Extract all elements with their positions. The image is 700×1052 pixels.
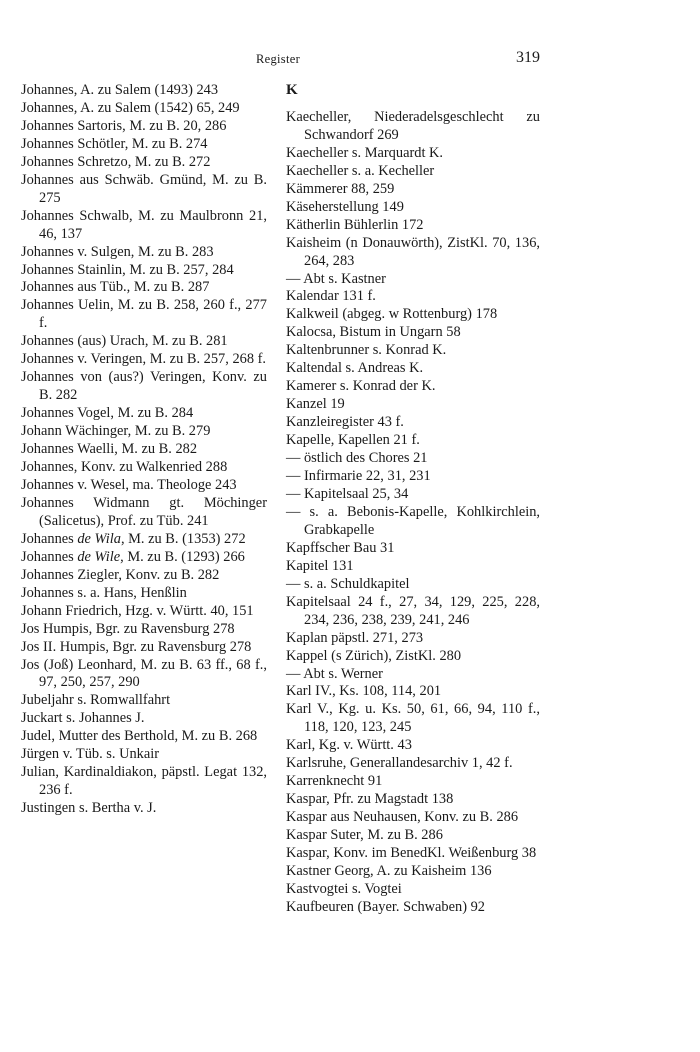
index-entry: Kaisheim (n Donauwörth), ZistKl. 70, 136, 264, 283 [286,234,540,269]
index-entry: Johannes Stainlin, M. zu B. 257, 284 [21,261,234,278]
index-entry: Johannes Schötler, M. zu B. 274 [21,135,208,152]
index-entry: Justingen s. Bertha v. J. [21,800,157,817]
index-entry: — Kapitelsaal 25, 34 [286,485,409,502]
index-entry: Johannes Ziegler, Konv. zu B. 282 [21,566,220,583]
page-header [0,49,700,72]
index-entry: Johannes s. a. Hans, Henßlin [21,584,187,601]
index-entry: Kamerer s. Konrad der K. [286,378,436,395]
index-entry: — s. a. Schuldkapitel [286,575,410,592]
index-entry: Johannes Sartoris, M. zu B. 20, 286 [21,117,227,134]
index-entry: Jos II. Humpis, Bgr. zu Ravensburg 278 [21,638,252,655]
index-entry-part: Johannes [21,530,78,547]
index-entry: Johannes, A. zu Salem (1493) 243 [21,82,219,98]
index-entry: Kaufbeuren (Bayer. Schwaben) 92 [286,898,485,915]
index-entry: Johannes Widmann gt. Möchinger (Salicetus), Prof. zu Tüb. 241 [21,494,267,529]
index-entry: Käseherstellung 149 [286,198,404,215]
index-entry: Johannes Vogel, M. zu B. 284 [21,405,194,422]
index-entry: Kaplan päpstl. 271, 273 [286,629,424,646]
index-entry: Juckart s. Johannes J. [21,710,145,727]
index-entry: Kapelle, Kapellen 21 f. [286,432,420,449]
index-entry: Kanzleiregister 43 f. [286,414,404,431]
index-entry: — Abt s. Werner [286,665,383,682]
index-column-right [286,82,540,917]
index-entry: — Abt s. Kastner [286,270,386,287]
index-entry: Kalocsa, Bistum in Ungarn 58 [286,324,461,341]
index-entry [21,549,267,567]
index-entries-right [286,109,540,917]
index-entry: Johannes v. Wesel, ma. Theologe 243 [21,476,237,493]
index-entry: Kalendar 131 f. [286,288,376,305]
index-entry [21,531,267,549]
index-entry: Kämmerer 88, 259 [286,180,395,197]
index-entry: Johannes (aus) Urach, M. zu B. 281 [21,333,228,350]
index-column-left [21,82,267,818]
running-head: Register [255,52,301,66]
index-entry-part: , M. zu B. (1293) 266 [120,548,245,565]
page-number: 319 [516,49,540,66]
index-entry: Karl V., Kg. u. Ks. 50, 61, 66, 94, 110 f., 118, 120, 123, 245 [286,701,540,736]
index-entry: Karl, Kg. v. Württ. 43 [286,737,412,754]
index-entry: Kappel (s Zürich), ZistKl. 280 [286,647,462,664]
index-entry: Kaspar aus Neuhausen, Konv. zu B. 286 [286,809,519,826]
index-entry: Kaecheller s. Marquardt K. [286,144,444,161]
index-entry: Johann Friedrich, Hzg. v. Württ. 40, 151 [21,602,254,619]
index-entry-italic-part: de Wila [77,530,121,547]
index-entry: Kastner Georg, A. zu Kaisheim 136 [286,862,492,879]
index-entry: Kaecheller s. a. Kecheller [286,162,435,179]
index-entry: Kaecheller, Niederadelsgeschlecht zu Schwandorf 269 [286,108,540,143]
index-entry: Johannes v. Veringen, M. zu B. 257, 268 f. [21,351,267,368]
index-entry: Jos (Joß) Leonhard, M. zu B. 63 ff., 68 f., 97, 250, 257, 290 [21,656,267,691]
index-entry: Jos Humpis, Bgr. zu Ravensburg 278 [21,620,235,637]
index-entry: Karl IV., Ks. 108, 114, 201 [286,683,442,700]
section-letter-heading: K [286,82,298,98]
index-entry: Kalkweil (abgeg. w Rottenburg) 178 [286,306,498,323]
index-entry: Johannes Waelli, M. zu B. 282 [21,441,198,458]
index-entry: — östlich des Chores 21 [286,450,428,467]
index-entry: Karrenknecht 91 [286,773,383,790]
index-entry: Julian, Kardinaldiakon, päpstl. Legat 132, 236 f. [21,764,267,799]
index-entry: Johannes aus Schwäb. Gmünd, M. zu B. 275 [21,171,267,206]
index-entry: Johann Wächinger, M. zu B. 279 [21,423,211,440]
index-entry: — Infirmarie 22, 31, 231 [286,468,431,485]
index-entry: Johannes Uelin, M. zu B. 258, 260 f., 277 f. [21,297,267,332]
index-entry: Kapffscher Bau 31 [286,539,395,556]
index-entry: Johannes von (aus?) Veringen, Konv. zu B. 282 [21,369,267,404]
index-entry: Kaltenbrunner s. Konrad K. [286,342,447,359]
index-entry-italic-part: de Wile [77,548,121,565]
index-entry-part: , M. zu B. (1353) 272 [120,530,246,547]
index-entry-part: Johannes [21,548,78,565]
index-entry: Kapitel 131 [286,557,354,574]
index-entry: Johannes v. Sulgen, M. zu B. 283 [21,243,214,260]
index-entry: Jürgen v. Tüb. s. Unkair [21,746,160,763]
index-entry: Kastvogtei s. Vogtei [286,880,402,897]
index-entry: Johannes, Konv. zu Walkenried 288 [21,459,228,476]
index-entry: Kanzel 19 [286,396,345,413]
index-entry: Johannes Schretzo, M. zu B. 272 [21,153,211,170]
index-entry: Kaspar, Pfr. zu Magstadt 138 [286,791,454,808]
index-entry: Kätherlin Bühlerlin 172 [286,216,424,233]
index-entry: Judel, Mutter des Berthold, M. zu B. 268 [21,728,258,745]
index-entry: Johannes, A. zu Salem (1542) 65, 249 [21,99,240,116]
index-entry: Kapitelsaal 24 f., 27, 34, 129, 225, 228, 234, 236, 238, 239, 241, 246 [286,593,540,628]
index-entry: Kaspar, Konv. im BenedKl. Weißenburg 38 [286,845,537,862]
index-entry: Jubeljahr s. Romwallfahrt [21,692,171,709]
index-entry: — s. a. Bebonis-Kapelle, Kohlkirchlein, Grabkapelle [286,503,540,538]
index-entry: Karlsruhe, Generallandesarchiv 1, 42 f. [286,755,513,772]
index-entry: Johannes aus Tüb., M. zu B. 287 [21,279,210,296]
index-entry: Kaltendal s. Andreas K. [286,360,424,377]
index-entry: Kaspar Suter, M. zu B. 286 [286,827,443,844]
index-entry: Johannes Schwalb, M. zu Maulbronn 21, 46, 137 [21,207,267,242]
